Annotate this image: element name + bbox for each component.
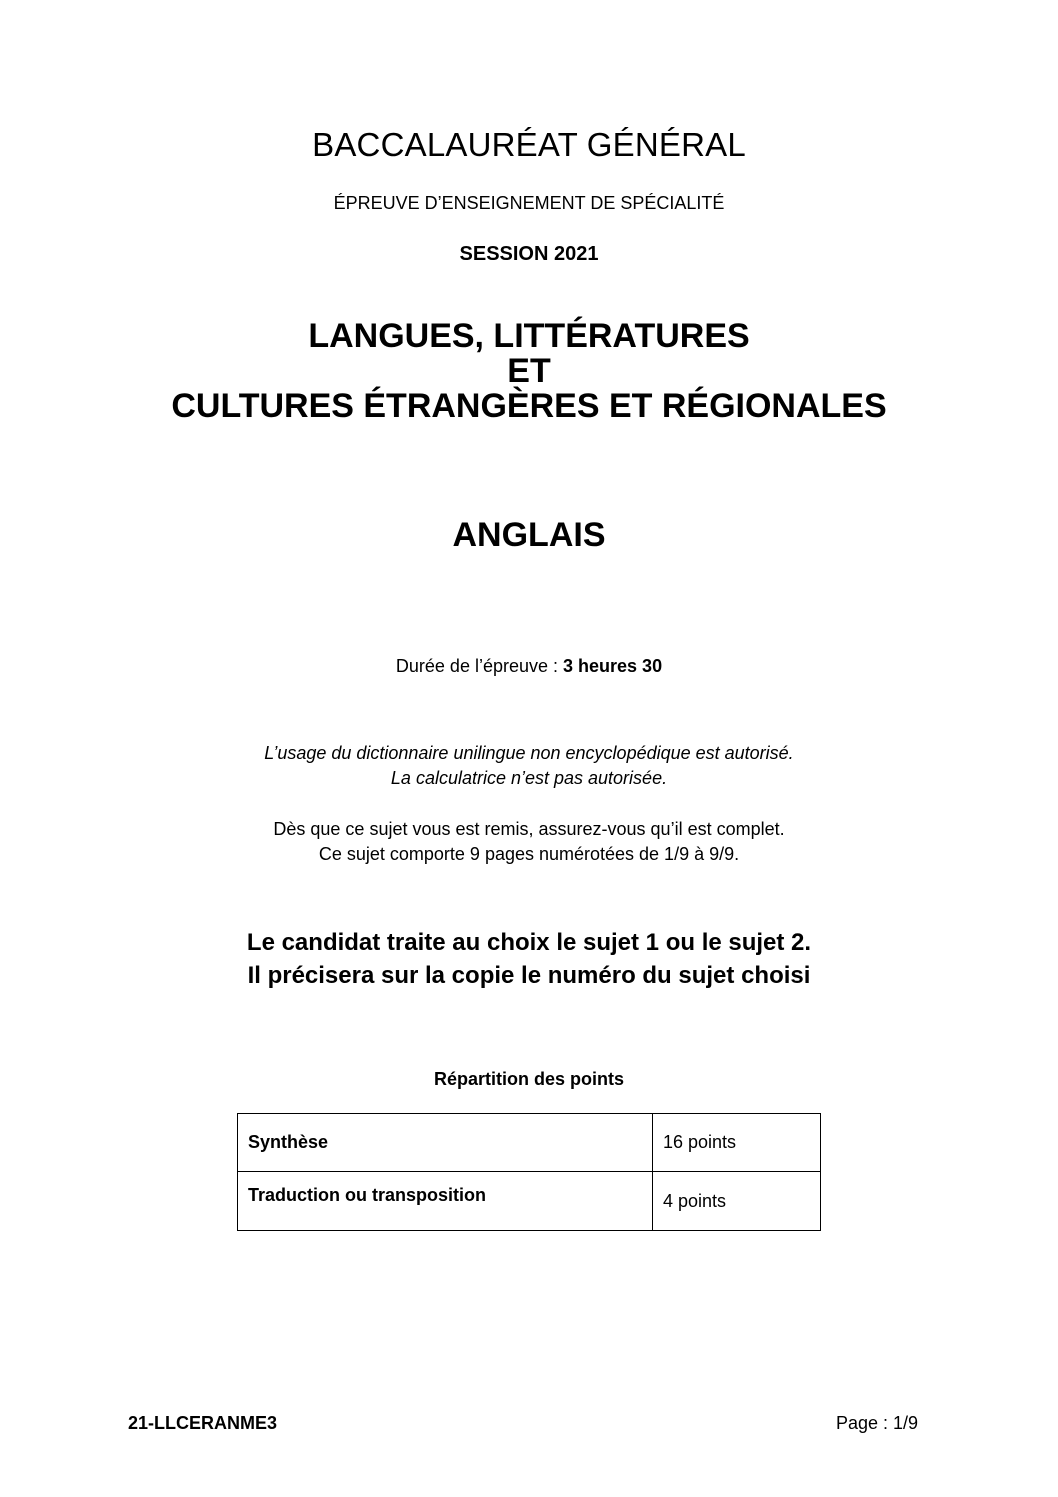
exam-code: 21-LLCERANME3 [128,1413,278,1433]
points-table [237,1113,821,1231]
choice-line-2: Il précisera sur la copie le numéro du sujet choisi [247,962,811,989]
table-row [238,1114,821,1172]
session-label: SESSION 2021 [459,243,599,265]
subject-line-3: CULTURES ÉTRANGÈRES ET RÉGIONALES [171,387,887,425]
duration-value: 3 heures 30 [563,656,663,676]
table-row [238,1172,821,1231]
subject-heading [0,319,1058,424]
points-table-caption: Répartition des points [433,1069,624,1089]
task-cell: Synthèse [238,1114,653,1172]
page-number: Page : 1/9 [836,1413,919,1433]
exam-title: BACCALAURÉAT GÉNÉRAL [312,126,746,163]
language-heading: ANGLAIS [452,516,606,554]
duration-label: Durée de l’épreuve : [395,656,564,676]
points-cell: 16 points [653,1114,821,1172]
material-instructions [0,741,1058,791]
points-cell: 4 points [653,1172,821,1231]
check-complete-instruction: Dès que ce sujet vous est remis, assurez-vous qu’il est complet. [273,819,785,839]
subject-choice-notice [0,926,1058,992]
dictionary-instruction: L’usage du dictionnaire unilingue non encyclopédique est autorisé. [264,743,794,763]
task-cell: Traduction ou transposition [238,1172,653,1231]
exam-type: ÉPREUVE D’ENSEIGNEMENT DE SPÉCIALITÉ [333,193,725,213]
duration-line [0,656,1058,677]
calculator-instruction: La calculatrice n’est pas autorisée. [390,768,668,788]
choice-line-1: Le candidat traite au choix le sujet 1 ou le sujet 2. [246,929,812,956]
page-count-instruction: Ce sujet comporte 9 pages numérotées de 1/9 à 9/9. [318,844,740,864]
completeness-instructions [0,817,1058,867]
subject-line-2: ET [507,352,551,390]
subject-line-1: LANGUES, LITTÉRATURES [308,317,750,355]
